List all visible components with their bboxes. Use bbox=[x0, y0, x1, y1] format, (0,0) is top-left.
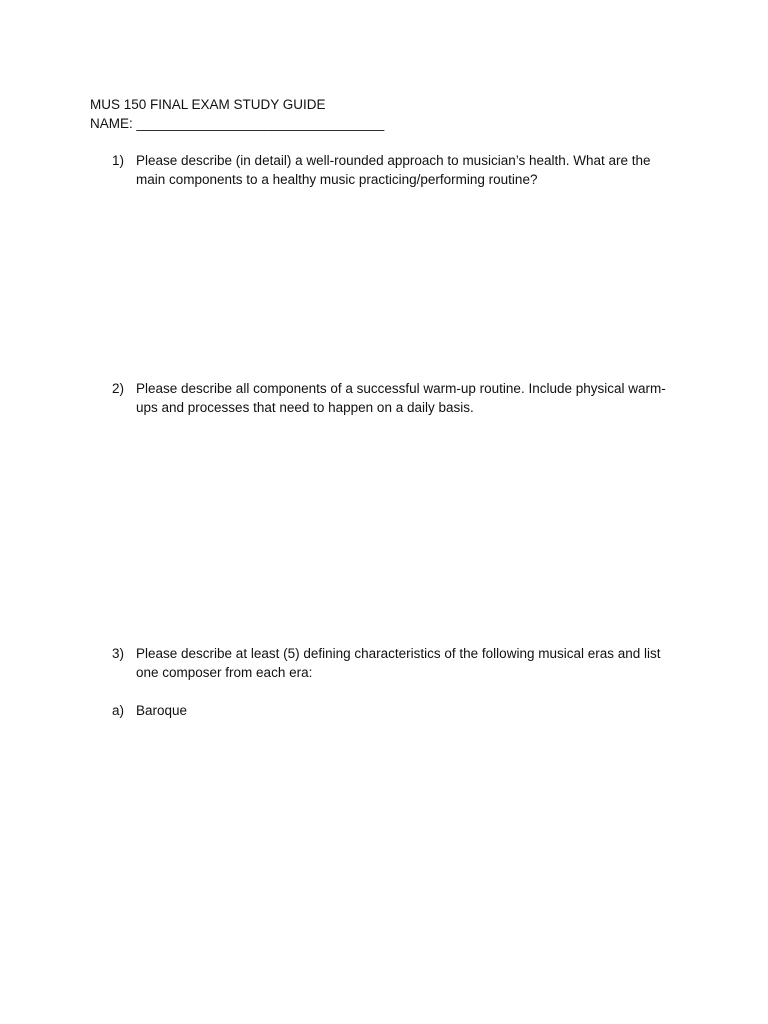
question-text: Please describe (in detail) a well-rounded approach to musician’s health. What are the main components to a healthy music practicing/performing routine? bbox=[136, 153, 651, 187]
question-number: 2) bbox=[112, 381, 125, 396]
subitem-text: Baroque bbox=[136, 703, 188, 718]
question-2 bbox=[112, 379, 682, 417]
question-text: Please describe all components of a successful warm-up routine. Include physical warm-ups and processes that need to happen on a daily basis. bbox=[136, 381, 666, 415]
subitem-letter: a) bbox=[112, 703, 125, 718]
subitem-a bbox=[112, 701, 682, 720]
question-3 bbox=[112, 644, 682, 682]
question-number: 3) bbox=[112, 646, 125, 661]
name-line: NAME: _________________________________ bbox=[90, 116, 385, 131]
document-title: MUS 150 FINAL EXAM STUDY GUIDE bbox=[90, 97, 326, 112]
question-1 bbox=[112, 151, 682, 189]
document-header bbox=[90, 95, 384, 133]
question-number: 1) bbox=[112, 153, 125, 168]
question-text: Please describe at least (5) defining characteristics of the following musical eras and list one composer from each era: bbox=[136, 646, 661, 680]
